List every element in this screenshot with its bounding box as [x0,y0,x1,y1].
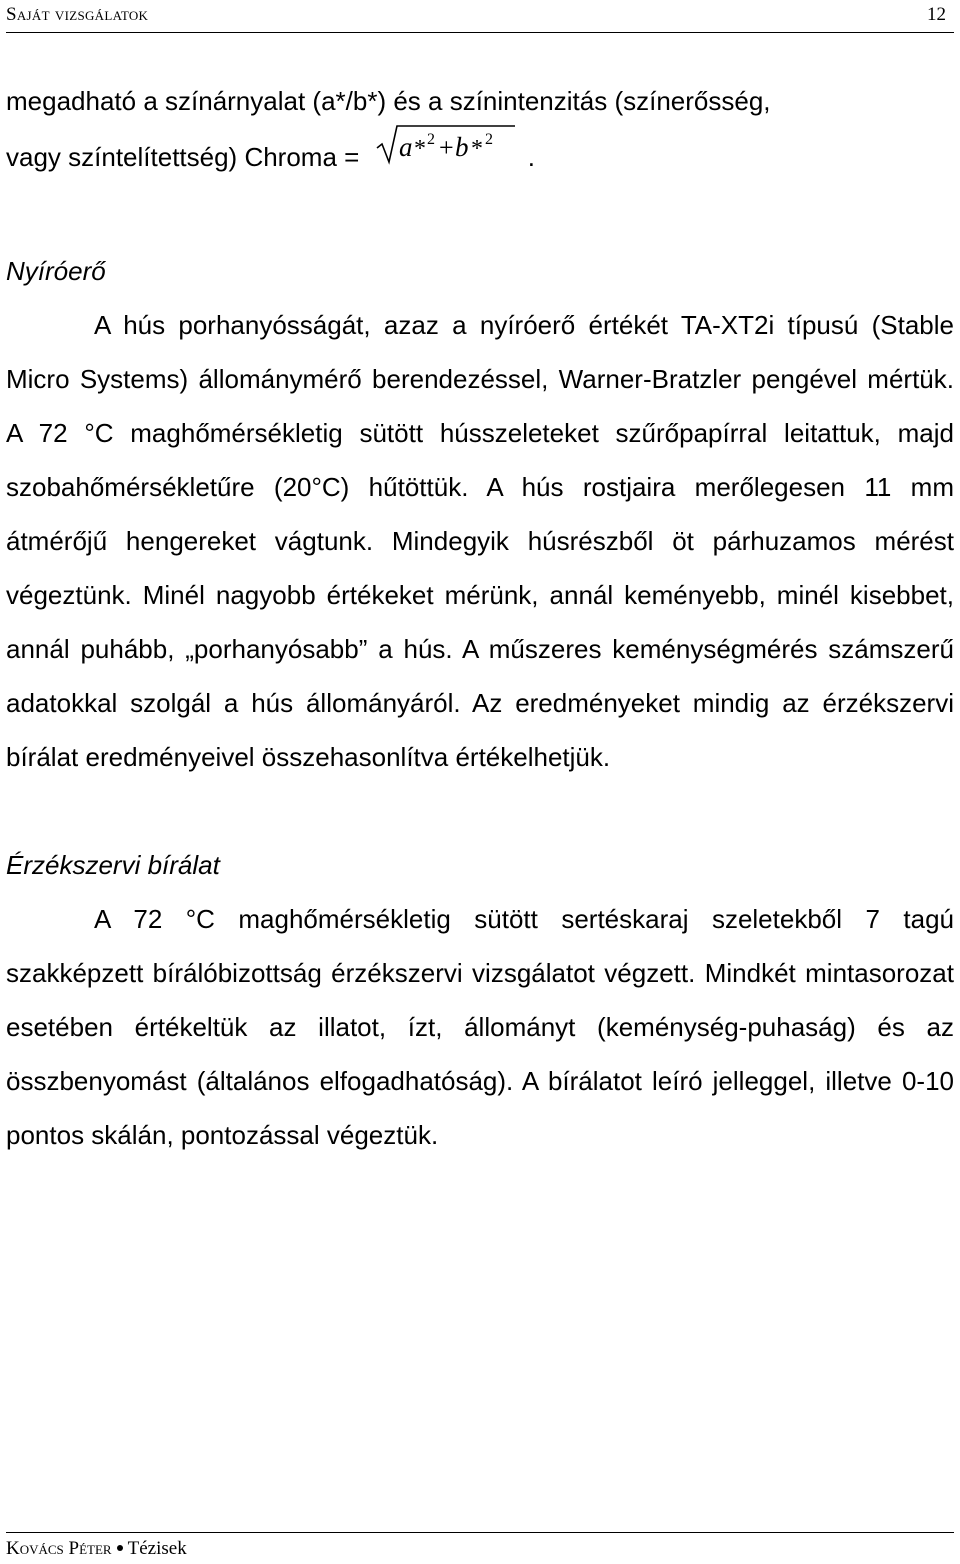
sqrt-formula-icon [375,122,521,166]
svg-text:*: * [470,136,483,162]
svg-text:a: a [398,132,413,162]
chroma-formula [375,122,521,184]
svg-text:b: b [454,132,469,162]
chroma-prefix: vagy színtelítettség) Chroma = [6,141,360,172]
section-title: Saját vizsgálatok [6,4,149,25]
erzekszervi-paragraph: A 72 °C maghőmérsékletig sütött sertéskaraj szeletekből 7 tagú szakképzett bírálóbizottság érzékszervi vizsgálatot végzett. Mindkét mintasorozat esetében értékeltük az illatot, ízt, állományt (keménység-puhaság) és az összbenyomást (általános elfogadhatóság). A bírálatot leíró jelleggel, illetve 0-10 pontos skálán, pontozással végeztük. [6,904,954,1150]
footer-title: Tézisek [127,1538,187,1559]
nyiroero-paragraph: A hús porhanyósságát, azaz a nyíróerő értékét TA-XT2i típusú (Stable Micro Systems) állománymérő berendezéssel, Warner-Bratzler pengével mértük. A 72 °C maghőmérsékletig sütött hússzeleteket szűrőpapírral leitattuk, majd szobahőmérsékletűre (20°C) hűtöttük. A hús rostjaira merőlegesen 11 mm átmérőjű hengereket vágtunk. Mindegyik húsrészből öt párhuzamos mérést végeztünk. Minél nagyobb értékeket mérünk, annál keményebb, minél kisebbet, annál puhább, „porhanyósabb” a hús. A műszeres keménységmérés számszerű adatokkal szolgál a hús állományáról. Az eredményeket mindig az érzékszervi bírálat eredményeivel összehasonlítva értékelhetjük. [6,310,954,772]
page-footer [6,1532,954,1560]
svg-text:2: 2 [426,131,435,148]
svg-text:2: 2 [484,131,493,148]
page-number: 12 [927,4,946,25]
footer-author: Kovács Péter [6,1538,112,1559]
svg-text:+: + [438,133,454,162]
page-header [6,2,954,33]
bullet-icon [117,1545,123,1551]
chroma-suffix: . [527,141,536,172]
nyiroero-heading: Nyíróerő [6,256,106,286]
chroma-line-2 [6,128,954,190]
page-body [6,74,954,1162]
svg-text:*: * [413,136,426,162]
chroma-line-1: megadható a színárnyalat (a*/b*) és a színintenzitás (színerősség, [6,86,771,116]
erzekszervi-heading: Érzékszervi bírálat [6,850,220,880]
